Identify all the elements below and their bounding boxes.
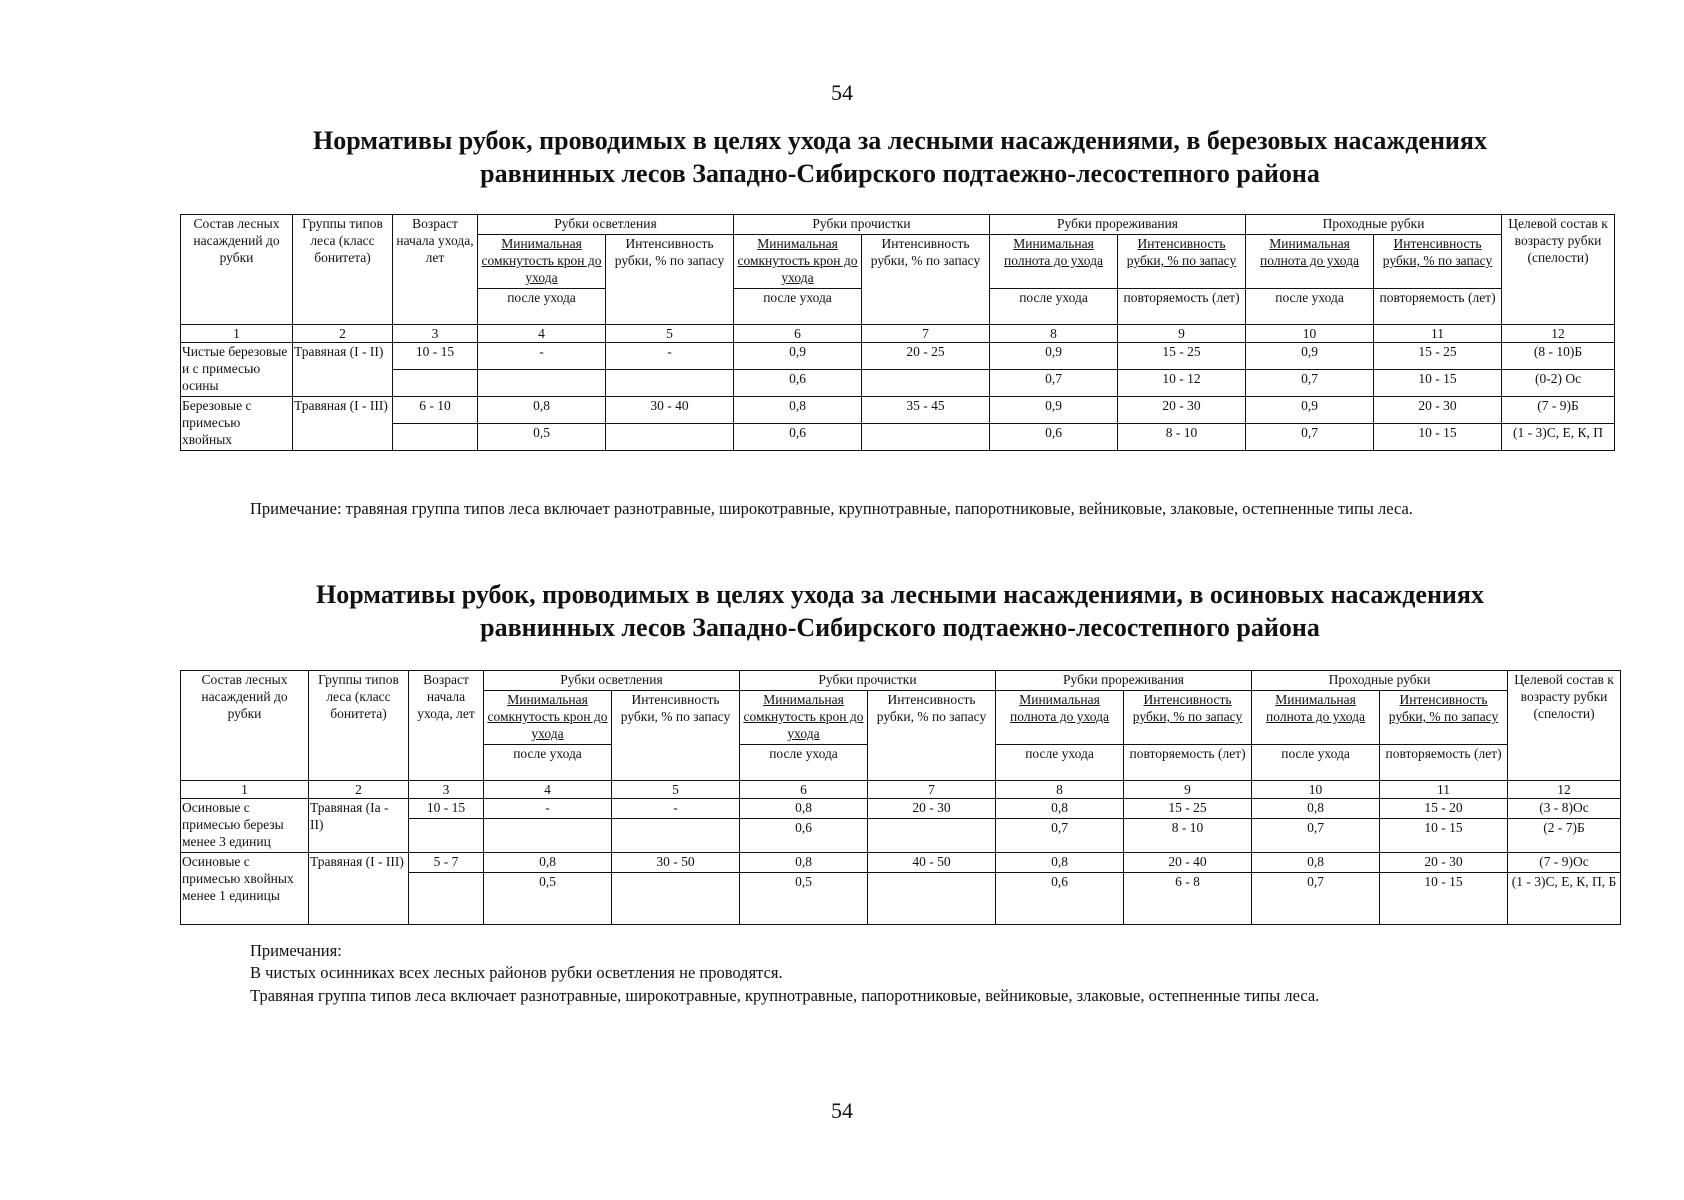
cell: [409, 819, 484, 853]
cell: [393, 370, 478, 397]
col-number: 7: [862, 325, 990, 343]
cell: 15 - 25: [1118, 343, 1246, 370]
header-g4-intensity: Интенсивность рубки, % по запасу: [1374, 235, 1502, 289]
cell: [393, 424, 478, 451]
header-group-thinning: Рубки прореживания: [990, 215, 1246, 235]
cell: (1 - 3)С, Е, К, П, Б: [1508, 873, 1621, 925]
header-g4-repeat: повторяемость (лет): [1374, 289, 1502, 325]
row-forest-group: Травяная (Ia - II): [309, 799, 409, 853]
cell: [484, 819, 612, 853]
section1-title-line2: равнинных лесов Западно-Сибирского подтаежно-лесостепного района: [480, 159, 1320, 188]
cell: [868, 819, 996, 853]
header-g3-min: Минимальная полнота до ухода: [990, 235, 1118, 289]
col-number: 3: [393, 325, 478, 343]
cell: [606, 370, 734, 397]
cell: 0,7: [1252, 873, 1380, 925]
cell: 8 - 10: [1118, 424, 1246, 451]
header-g4-min: Минимальная полнота до ухода: [1246, 235, 1374, 289]
row-start-age: 10 - 15: [409, 799, 484, 819]
cell: [868, 873, 996, 925]
cell: 0,8: [1252, 853, 1380, 873]
row-forest-group: Травяная (I - III): [293, 397, 393, 451]
row-composition: Чистые березовые и с примесью осины: [181, 343, 293, 397]
section1-title-line1: Нормативы рубок, проводимых в целях ухода за лесными насаждениями, в березовых насаждениях: [313, 126, 1487, 155]
col-number: 12: [1508, 781, 1621, 799]
header-composition: Состав лесных насаждений до рубки: [181, 215, 293, 325]
cell: 0,8: [484, 853, 612, 873]
section2-title-line1: Нормативы рубок, проводимых в целях ухода за лесными насаждениями, в осиновых насаждениях: [316, 580, 1484, 609]
cell: 20 - 30: [868, 799, 996, 819]
cell: 0,7: [1252, 819, 1380, 853]
cell: 0,7: [996, 819, 1124, 853]
col-number: 8: [990, 325, 1118, 343]
cell: 0,9: [1246, 397, 1374, 424]
cell: 10 - 12: [1118, 370, 1246, 397]
cell: 30 - 40: [606, 397, 734, 424]
col-number: 2: [293, 325, 393, 343]
cell: 40 - 50: [868, 853, 996, 873]
header-g4-intensity: Интенсивность рубки, % по запасу: [1380, 691, 1508, 745]
header-g1-after: после ухода: [484, 745, 612, 781]
column-number-row: [181, 325, 1615, 343]
cell: (2 - 7)Б: [1508, 819, 1621, 853]
cell: (1 - 3)С, Е, К, П: [1502, 424, 1615, 451]
cell: 0,9: [734, 343, 862, 370]
cell: 0,8: [740, 853, 868, 873]
section2-title: [200, 578, 1600, 644]
cell: (7 - 9)Б: [1502, 397, 1615, 424]
header-group-cleaning: Рубки прочистки: [740, 671, 996, 691]
table-row: [181, 370, 1615, 397]
cell: (8 - 10)Б: [1502, 343, 1615, 370]
section1-title: [200, 124, 1600, 190]
cell: 8 - 10: [1124, 819, 1252, 853]
cell: 0,8: [996, 799, 1124, 819]
cell: 0,6: [990, 424, 1118, 451]
cell: 35 - 45: [862, 397, 990, 424]
col-number: 9: [1118, 325, 1246, 343]
header-group-clarification: Рубки осветления: [478, 215, 734, 235]
header-g3-repeat: повторяемость (лет): [1118, 289, 1246, 325]
cell: 10 - 15: [1380, 819, 1508, 853]
cell: [862, 370, 990, 397]
header-g1-intensity: Интенсивность рубки, % по запасу: [612, 691, 740, 781]
cell: [612, 819, 740, 853]
cell: 20 - 40: [1124, 853, 1252, 873]
header-g1-after: после ухода: [478, 289, 606, 325]
cell: 20 - 30: [1374, 397, 1502, 424]
col-number: 5: [606, 325, 734, 343]
col-number: 6: [734, 325, 862, 343]
header-target-composition: Целевой состав к возрасту рубки (спелости): [1502, 215, 1615, 325]
col-number: 3: [409, 781, 484, 799]
cell: [409, 873, 484, 925]
header-g4-after: после ухода: [1252, 745, 1380, 781]
col-number: 8: [996, 781, 1124, 799]
cell: 6 - 8: [1124, 873, 1252, 925]
row-forest-group: Травяная (I - II): [293, 343, 393, 397]
section2-note-line2: Травяная группа типов леса включает разнотравные, широкотравные, крупнотравные, папоротниковые, вейниковые, злаковые, остепненные типы леса.: [250, 986, 1320, 1005]
table-row: [181, 397, 1615, 424]
header-g1-intensity: Интенсивность рубки, % по запасу: [606, 235, 734, 325]
cell: 10 - 15: [1374, 424, 1502, 451]
col-number: 10: [1246, 325, 1374, 343]
header-group-passage: Проходные рубки: [1252, 671, 1508, 691]
section2-note-heading: Примечания:: [250, 941, 342, 960]
header-group-passage: Проходные рубки: [1246, 215, 1502, 235]
birch-standards-table: [180, 214, 1615, 451]
row-start-age: 6 - 10: [393, 397, 478, 424]
cell: [862, 424, 990, 451]
cell: (7 - 9)Ос: [1508, 853, 1621, 873]
header-target-composition: Целевой состав к возрасту рубки (спелости): [1508, 671, 1621, 781]
cell: 0,5: [740, 873, 868, 925]
col-number: 7: [868, 781, 996, 799]
cell: [606, 424, 734, 451]
col-number: 10: [1252, 781, 1380, 799]
cell: 0,7: [1246, 424, 1374, 451]
row-composition: Осиновые с примесью березы менее 3 единиц: [181, 799, 309, 853]
cell: 20 - 30: [1118, 397, 1246, 424]
cell: 0,6: [740, 819, 868, 853]
header-g3-intensity: Интенсивность рубки, % по запасу: [1118, 235, 1246, 289]
header-g2-min: Минимальная сомкнутость крон до ухода: [740, 691, 868, 745]
cell: 0,8: [740, 799, 868, 819]
cell: 15 - 25: [1374, 343, 1502, 370]
header-g1-min: Минимальная сомкнутость крон до ухода: [484, 691, 612, 745]
header-g3-after: после ухода: [990, 289, 1118, 325]
header-group-thinning: Рубки прореживания: [996, 671, 1252, 691]
col-number: 4: [478, 325, 606, 343]
table-row: [181, 853, 1621, 873]
cell: (0-2) Ос: [1502, 370, 1615, 397]
aspen-standards-table: [180, 670, 1621, 925]
col-number: 6: [740, 781, 868, 799]
header-g3-repeat: повторяемость (лет): [1124, 745, 1252, 781]
column-number-row: [181, 781, 1621, 799]
cell: 0,8: [1252, 799, 1380, 819]
table-row: [181, 799, 1621, 819]
section2-note-line1: В чистых осинниках всех лесных районов рубки осветления не проводятся.: [250, 963, 783, 982]
section1-note: Примечание: травяная группа типов леса включает разнотравные, широкотравные, крупнотравные, папоротниковые, вейниковые, злаковые, остепненные типы леса.: [250, 499, 1413, 518]
cell: 0,5: [478, 424, 606, 451]
cell: 20 - 25: [862, 343, 990, 370]
header-g2-intensity: Интенсивность рубки, % по запасу: [862, 235, 990, 325]
cell: 0,7: [990, 370, 1118, 397]
col-number: 11: [1380, 781, 1508, 799]
col-number: 9: [1124, 781, 1252, 799]
col-number: 4: [484, 781, 612, 799]
cell: -: [612, 799, 740, 819]
col-number: 5: [612, 781, 740, 799]
header-g2-intensity: Интенсивность рубки, % по запасу: [868, 691, 996, 781]
cell: 0,9: [1246, 343, 1374, 370]
cell: 0,8: [478, 397, 606, 424]
header-group-clarification: Рубки осветления: [484, 671, 740, 691]
header-g2-after: после ухода: [734, 289, 862, 325]
cell: 10 - 15: [1380, 873, 1508, 925]
cell: 0,6: [996, 873, 1124, 925]
cell: (3 - 8)Ос: [1508, 799, 1621, 819]
header-g3-intensity: Интенсивность рубки, % по запасу: [1124, 691, 1252, 745]
header-g4-min: Минимальная полнота до ухода: [1252, 691, 1380, 745]
cell: 15 - 25: [1124, 799, 1252, 819]
row-composition: Осиновые с примесью хвойных менее 1 единицы: [181, 853, 309, 925]
col-number: 11: [1374, 325, 1502, 343]
col-number: 2: [309, 781, 409, 799]
header-g2-min: Минимальная сомкнутость крон до ухода: [734, 235, 862, 289]
row-forest-group: Травяная (I - III): [309, 853, 409, 925]
cell: 30 - 50: [612, 853, 740, 873]
cell: -: [484, 799, 612, 819]
header-g4-after: после ухода: [1246, 289, 1374, 325]
cell: 0,9: [990, 397, 1118, 424]
page-number-top: 54: [831, 80, 853, 105]
col-number: 12: [1502, 325, 1615, 343]
header-composition: Состав лесных насаждений до рубки: [181, 671, 309, 781]
cell: 0,9: [990, 343, 1118, 370]
header-start-age: Возраст начала ухода, лет: [409, 671, 484, 781]
col-number: 1: [181, 781, 309, 799]
cell: 0,6: [734, 370, 862, 397]
section2-title-line2: равнинных лесов Западно-Сибирского подтаежно-лесостепного района: [480, 613, 1320, 642]
row-start-age: 5 - 7: [409, 853, 484, 873]
page-number-bottom: 54: [831, 1098, 853, 1123]
header-group-cleaning: Рубки прочистки: [734, 215, 990, 235]
col-number: 1: [181, 325, 293, 343]
cell: 20 - 30: [1380, 853, 1508, 873]
row-start-age: 10 - 15: [393, 343, 478, 370]
header-forest-group: Группы типов леса (класс бонитета): [293, 215, 393, 325]
header-g3-min: Минимальная полнота до ухода: [996, 691, 1124, 745]
header-g4-repeat: повторяемость (лет): [1380, 745, 1508, 781]
header-g3-after: после ухода: [996, 745, 1124, 781]
cell: 10 - 15: [1374, 370, 1502, 397]
cell: 0,5: [484, 873, 612, 925]
table-row: [181, 343, 1615, 370]
cell: 0,8: [996, 853, 1124, 873]
cell: -: [606, 343, 734, 370]
header-g2-after: после ухода: [740, 745, 868, 781]
cell: 15 - 20: [1380, 799, 1508, 819]
header-start-age: Возраст начала ухода, лет: [393, 215, 478, 325]
table-row: [181, 424, 1615, 451]
header-forest-group: Группы типов леса (класс бонитета): [309, 671, 409, 781]
row-composition: Березовые с примесью хвойных: [181, 397, 293, 451]
header-g1-min: Минимальная сомкнутость крон до ухода: [478, 235, 606, 289]
cell: [478, 370, 606, 397]
cell: [612, 873, 740, 925]
cell: 0,6: [734, 424, 862, 451]
cell: 0,7: [1246, 370, 1374, 397]
cell: 0,8: [734, 397, 862, 424]
cell: -: [478, 343, 606, 370]
